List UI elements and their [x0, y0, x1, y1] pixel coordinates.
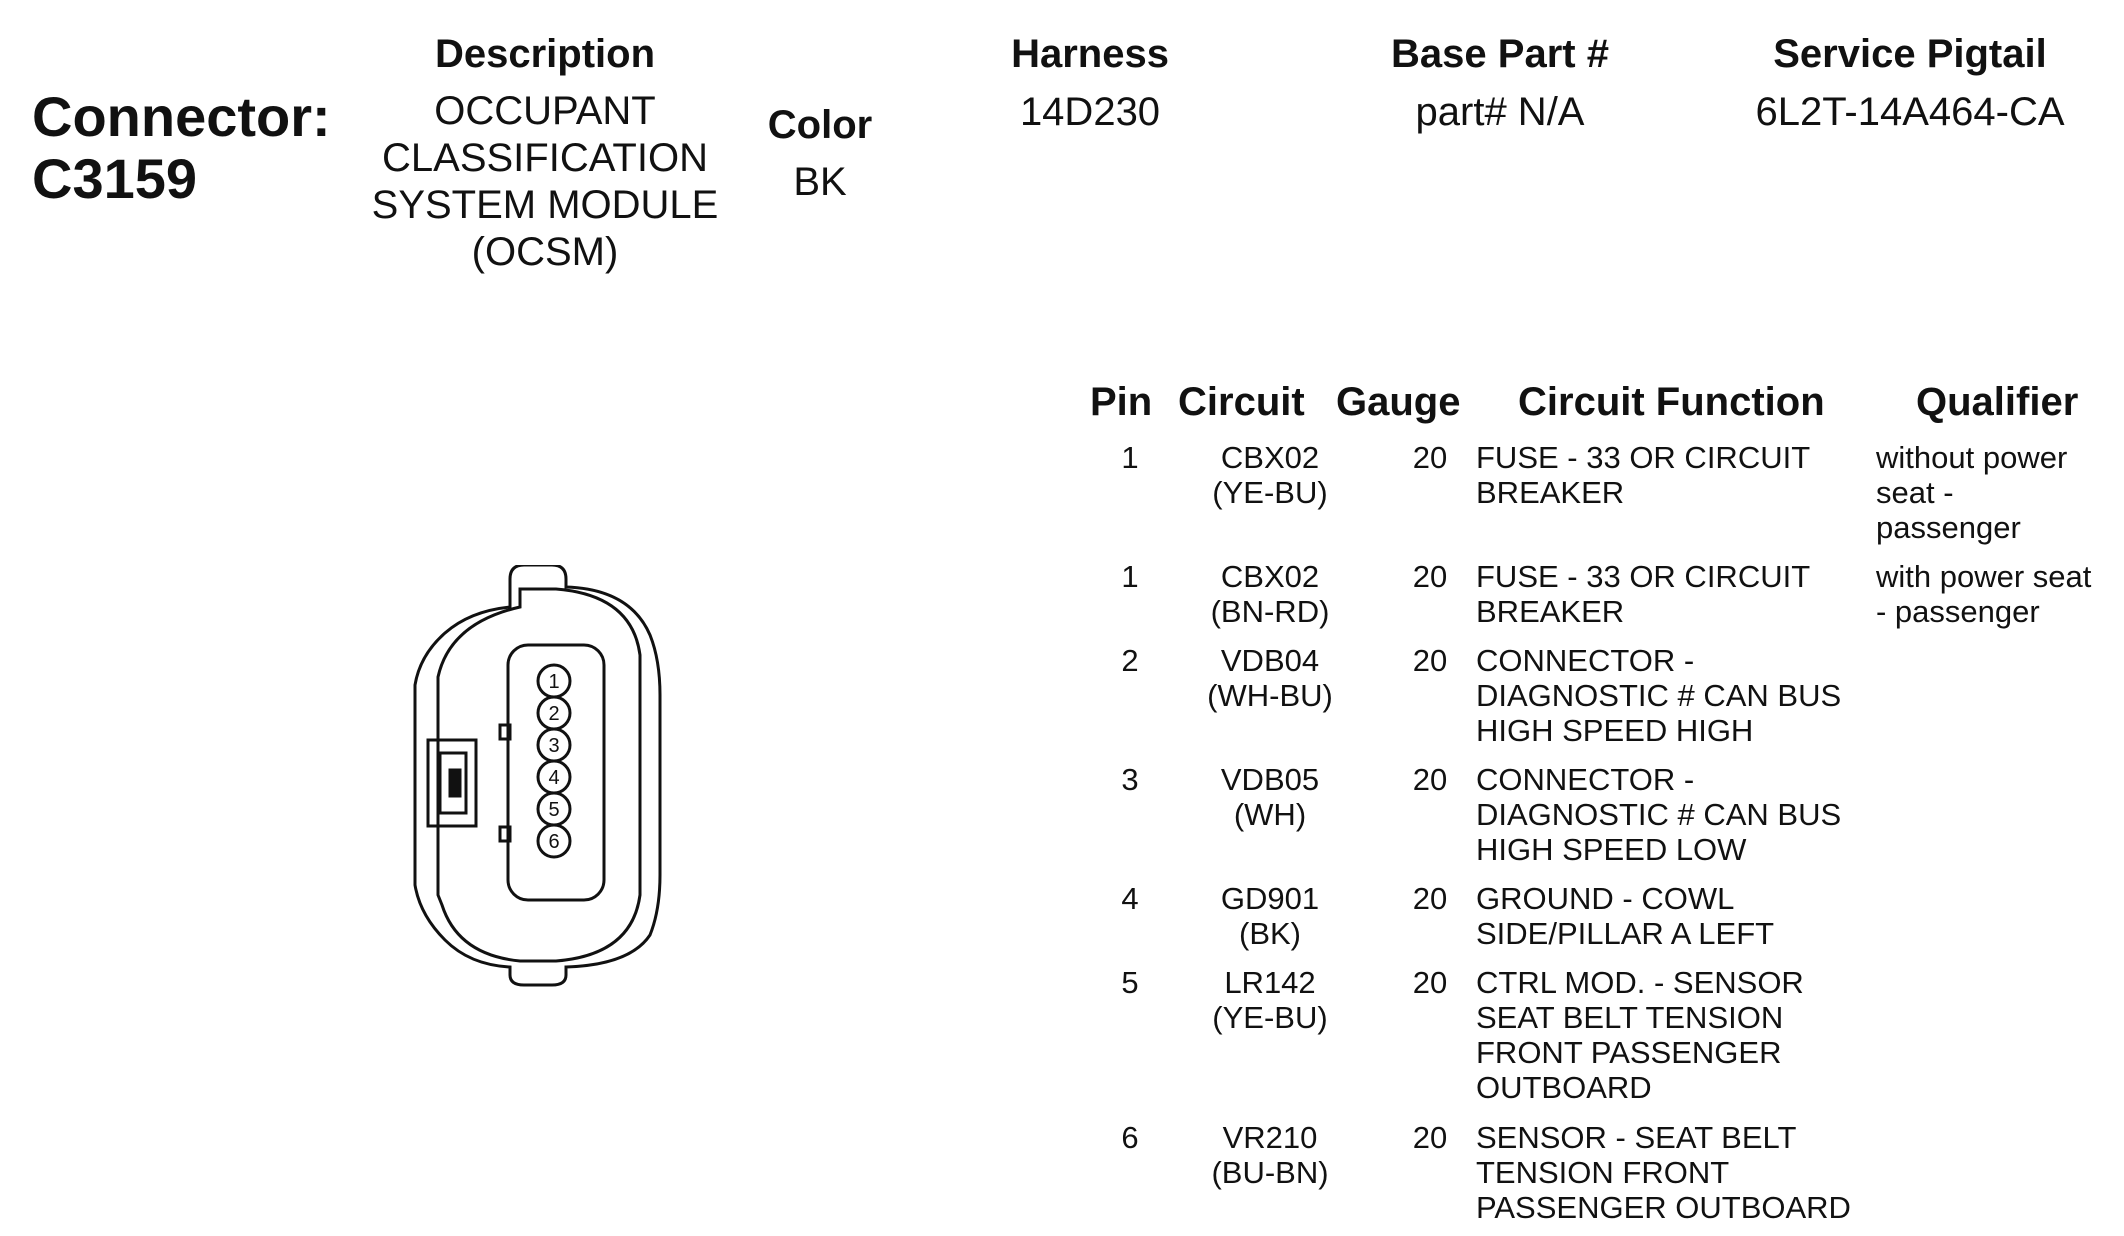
circuit-cell-line: VR210 — [1222, 1120, 1318, 1155]
function-cell-line: CONNECTOR - — [1476, 643, 1695, 678]
circuit-cell-line: (BU-BN) — [1211, 1155, 1329, 1190]
function-cell-line: BREAKER — [1476, 475, 1625, 510]
pin-cell-line: 2 — [1121, 643, 1139, 678]
function-cell-line: FRONT PASSENGER — [1476, 1035, 1782, 1070]
harness-value: 14D230 — [1019, 90, 1161, 134]
function-cell-line: CONNECTOR - — [1476, 762, 1695, 797]
qualifier-cell-line: seat - — [1876, 475, 1954, 510]
qualifier-cell-line: without power — [1876, 440, 2068, 475]
function-cell-line: FUSE - 33 OR CIRCUIT — [1476, 440, 1811, 475]
pin-cell — [1100, 440, 1160, 475]
gauge-cell-line: 20 — [1412, 762, 1448, 797]
circuit-cell-line: (BK) — [1239, 916, 1301, 951]
pin-label-4: 4 — [548, 767, 560, 789]
pin-cell-line: 1 — [1121, 559, 1139, 594]
table-header-pin: Pin — [1090, 380, 1153, 424]
pin-label-2: 2 — [548, 703, 560, 725]
description-line: SYSTEM MODULE — [371, 183, 719, 227]
circuit-cell — [1170, 965, 1370, 1035]
pin-cell — [1100, 643, 1160, 678]
connector-label: Connector: — [32, 85, 331, 148]
function-cell-line: DIAGNOSTIC # CAN BUS — [1476, 678, 1842, 713]
pin-label-1: 1 — [548, 671, 560, 693]
function-cell-line: BREAKER — [1476, 594, 1625, 629]
function-cell — [1476, 559, 1876, 629]
function-cell — [1476, 643, 1876, 748]
function-cell-line: SENSOR - SEAT BELT — [1476, 1120, 1797, 1155]
pin-cell — [1100, 1120, 1160, 1155]
circuit-cell-line: CBX02 — [1220, 440, 1320, 475]
connector-title — [32, 86, 331, 210]
description-line: CLASSIFICATION — [382, 136, 708, 180]
function-cell-line: HIGH SPEED HIGH — [1476, 713, 1754, 748]
circuit-cell-line: (YE-BU) — [1212, 475, 1328, 510]
function-cell-line: PASSENGER OUTBOARD — [1476, 1190, 1851, 1225]
circuit-cell — [1170, 762, 1370, 832]
pin-cell — [1100, 559, 1160, 594]
function-cell-line: OUTBOARD — [1476, 1070, 1652, 1105]
circuit-cell-line: (WH-BU) — [1207, 678, 1333, 713]
service-pigtail-value: 6L2T-14A464-CA — [1755, 90, 2065, 134]
function-cell-line: TENSION FRONT — [1476, 1155, 1730, 1190]
gauge-cell-line: 20 — [1412, 1120, 1448, 1155]
connector-id: C3159 — [32, 147, 198, 210]
connector-face-diagram — [400, 565, 700, 1005]
circuit-cell — [1170, 643, 1370, 713]
function-cell — [1476, 440, 1876, 510]
function-cell-line: DIAGNOSTIC # CAN BUS — [1476, 797, 1842, 832]
circuit-cell-line: GD901 — [1220, 881, 1320, 916]
pin-cell-line: 3 — [1121, 762, 1139, 797]
gauge-cell-line: 20 — [1412, 440, 1448, 475]
function-cell — [1476, 965, 1876, 1105]
circuit-cell-line: (BN-RD) — [1210, 594, 1330, 629]
function-cell-line: FUSE - 33 OR CIRCUIT — [1476, 559, 1811, 594]
qualifier-cell-line: passenger — [1876, 510, 2021, 545]
circuit-cell-line: (WH) — [1233, 797, 1307, 832]
circuit-cell — [1170, 881, 1370, 951]
circuit-cell — [1170, 440, 1370, 510]
circuit-cell-line: VDB04 — [1220, 643, 1320, 678]
key-rib-top — [500, 725, 510, 739]
circuit-cell — [1170, 559, 1370, 629]
gauge-cell-line: 20 — [1412, 965, 1448, 1000]
circuit-cell-line: CBX02 — [1220, 559, 1320, 594]
pin-cell-line: 6 — [1121, 1120, 1139, 1155]
pin-cell-line: 4 — [1121, 881, 1139, 916]
table-header-qualifier: Qualifier — [1916, 380, 2079, 424]
function-cell-line: SEAT BELT TENSION — [1476, 1000, 1784, 1035]
color-header: Color — [767, 103, 873, 147]
pin-cell-line: 5 — [1121, 965, 1139, 1000]
pin-cell-line: 1 — [1121, 440, 1139, 475]
function-cell — [1476, 1120, 1876, 1225]
function-cell — [1476, 762, 1876, 867]
gauge-cell-line: 20 — [1412, 643, 1448, 678]
pin-cell — [1100, 881, 1160, 916]
table-header-function: Circuit Function — [1518, 380, 1825, 424]
circuit-cell-line: LR142 — [1224, 965, 1316, 1000]
circuit-cell-line: (YE-BU) — [1212, 1000, 1328, 1035]
color-value: BK — [793, 160, 847, 204]
description-line: OCCUPANT — [434, 89, 656, 133]
function-cell-line: HIGH SPEED LOW — [1476, 832, 1747, 867]
qualifier-cell — [1876, 559, 2124, 629]
gauge-cell-line: 20 — [1412, 559, 1448, 594]
function-cell-line: GROUND - COWL — [1476, 881, 1735, 916]
pin-label-6: 6 — [548, 831, 560, 853]
key-rib-bottom — [500, 827, 510, 841]
function-cell — [1476, 881, 1876, 951]
description-value — [330, 88, 760, 276]
function-cell-line: CTRL MOD. - SENSOR — [1476, 965, 1804, 1000]
pin-label-5: 5 — [548, 799, 560, 821]
qualifier-cell — [1876, 440, 2124, 545]
pin-label-3: 3 — [548, 735, 560, 757]
table-header-gauge: Gauge — [1336, 380, 1461, 424]
circuit-cell — [1170, 1120, 1370, 1190]
qualifier-cell-line: - passenger — [1876, 594, 2040, 629]
pin-cell — [1100, 965, 1160, 1000]
table-header-circuit: Circuit — [1178, 380, 1305, 424]
function-cell-line: SIDE/PILLAR A LEFT — [1476, 916, 1775, 951]
description-line: (OCSM) — [471, 230, 619, 274]
base-part-header: Base Part # — [1391, 32, 1609, 76]
locking-tab-slot — [450, 770, 460, 796]
base-part-value: part# N/A — [1415, 90, 1585, 134]
description-header: Description — [434, 32, 656, 76]
harness-header: Harness — [1011, 32, 1169, 76]
gauge-cell-line: 20 — [1412, 881, 1448, 916]
pin-cell — [1100, 762, 1160, 797]
service-pigtail-header: Service Pigtail — [1773, 32, 2047, 76]
circuit-cell-line: VDB05 — [1220, 762, 1320, 797]
qualifier-cell-line: with power seat — [1876, 559, 2092, 594]
